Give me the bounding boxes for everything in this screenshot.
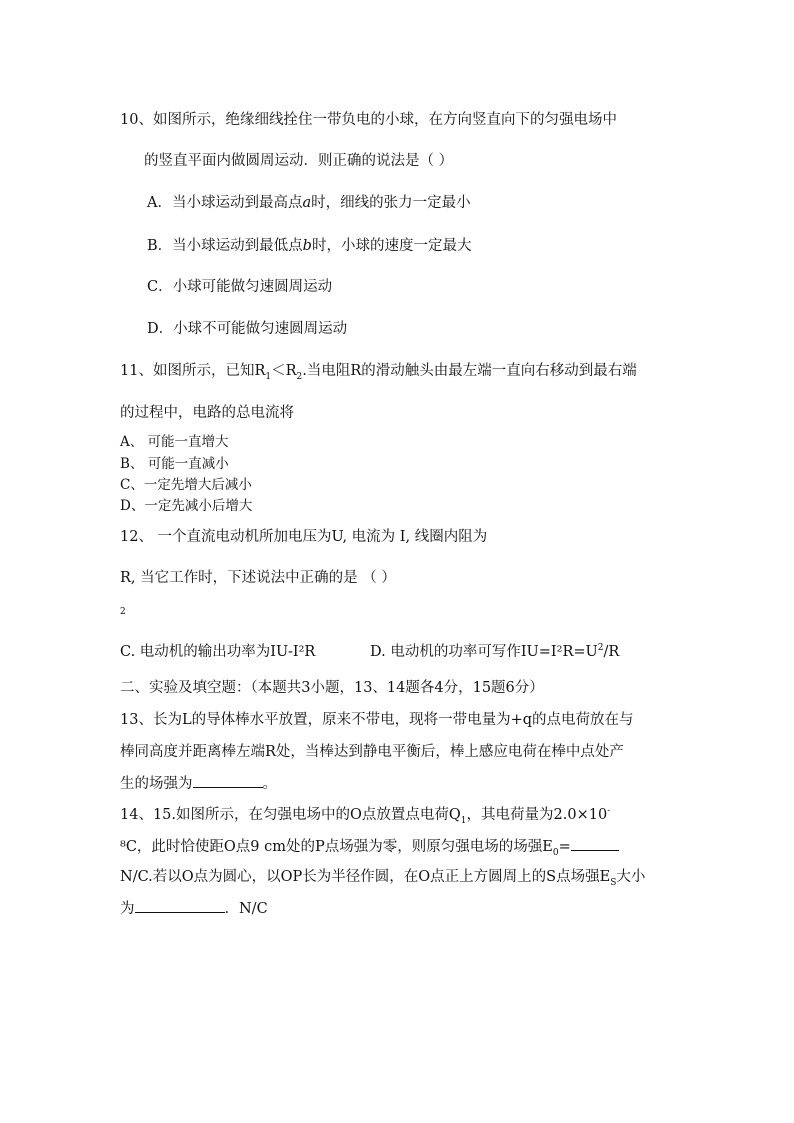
q11-stem-b: ＜R (271, 363, 297, 379)
q14-line-2 (120, 836, 619, 857)
q14-line-3-b: 大小 (616, 869, 646, 885)
q11-option-d: D、一定先减小后增大 (120, 498, 253, 514)
q10-option-b-pre: B．当小球运动到最低点 (147, 238, 303, 254)
q14-line-4 (120, 898, 268, 919)
q13-answer-blank[interactable] (193, 773, 263, 788)
q13-line-1: 13、长为L的导体棒水平放置，原来不带电，现将一带电量为+q的点电荷放在与 (120, 712, 634, 728)
q13-line-2: 棒同高度并距离棒左端R处，当棒达到静电平衡后，棒上感应电荷在棒中点处产 (120, 744, 624, 760)
q12-option-c: C. 电动机的输出功率为IU-I²R (120, 644, 316, 660)
q14-line-3 (120, 867, 645, 887)
q14-line-2-b: = (558, 839, 571, 855)
q11-stem-c: .当电阻R的滑动触头由最左端一直向右移动到最右端 (302, 363, 637, 379)
q14-line-2-a: ⁸C，此时恰使距O点9 cm处的P点场强为零，则原匀强电场的场强E (120, 839, 553, 855)
q10-option-a-pre: A．当小球运动到最高点 (147, 195, 303, 211)
q14-line-2-sub: 0 (552, 847, 559, 858)
q14-line-1 (120, 805, 610, 825)
q10-option-b-var: b (302, 238, 312, 254)
q14-line-1-mid: ，其电荷量为2.0×10 (466, 807, 608, 823)
q11-stem-a: 11、如图所示，已知R (120, 363, 266, 379)
q14-line-1-sup: - (607, 806, 611, 817)
q12-stray-mark: 2 (120, 607, 126, 617)
q14-line-1-pre: 14、15.如图所示，在匀强电场中的O点放置点电荷Q (120, 807, 461, 823)
q13-line-3 (120, 773, 277, 794)
q11-stem-line-2: 的过程中，电路的总电流将 (120, 405, 294, 421)
q14-e0-answer-blank[interactable] (571, 836, 619, 851)
q10-option-b-post: 时，小球的速度一定最大 (311, 238, 472, 254)
q12-stem-line-1: 12、 一个直流电动机所加电压为U, 电流为 I, 线圈内阻为 (120, 529, 488, 545)
q12-stem-line-2: R, 当它工作时，下述说法中正确的是 （ ） (120, 570, 396, 586)
q14-line-3-sub: S (610, 877, 617, 888)
q10-stem-line-1: 10、如图所示，绝缘细线拴住一带负电的小球，在方向竖直向下的匀强电场中 (120, 112, 617, 128)
section-2-title: 二、实验及填空题：（本题共3小题，13、14题各4分，15题6分） (120, 680, 544, 696)
q11-option-b: B、 可能一直减小 (120, 456, 229, 472)
q11-sub-1: 1 (265, 371, 272, 382)
q14-line-4-a: 为 (120, 901, 135, 917)
q10-option-d: D．小球不可能做匀速圆周运动 (147, 321, 348, 337)
q10-stem-line-2: 的竖直平面内做圆周运动．则正确的说法是（ ） (144, 153, 454, 169)
q13-line-3-end: 。 (262, 776, 277, 792)
q14-line-1-sub: 1 (460, 815, 467, 826)
q12-option-d (370, 642, 619, 662)
q11-option-c: C、一定先增大后减小 (120, 477, 252, 493)
q10-option-a (147, 193, 471, 213)
q13-line-3-text: 生的场强为 (120, 776, 193, 792)
q10-option-a-var: a (302, 195, 312, 211)
q14-line-3-a: N/C.若以O点为圆心，以OP长为半径作圆，在O点正上方圆周上的S点场强E (120, 869, 611, 885)
q11-stem-line-1 (120, 361, 637, 381)
q12-option-d-sup: 2 (597, 643, 604, 654)
q10-option-b (147, 236, 471, 256)
q10-option-a-post: 时，细线的张力一定最小 (311, 195, 471, 211)
q11-option-a: A、 可能一直增大 (120, 434, 229, 450)
q12-option-d-pre: D. 电动机的功率可写作IU=I²R=U (370, 644, 598, 660)
q12-option-d-post: /R (603, 644, 620, 660)
q14-es-answer-blank[interactable] (135, 898, 225, 913)
q11-sub-2: 2 (296, 371, 303, 382)
q14-line-4-b: ．N/C (224, 901, 268, 917)
q10-option-c: C．小球可能做匀速圆周运动 (147, 279, 333, 295)
